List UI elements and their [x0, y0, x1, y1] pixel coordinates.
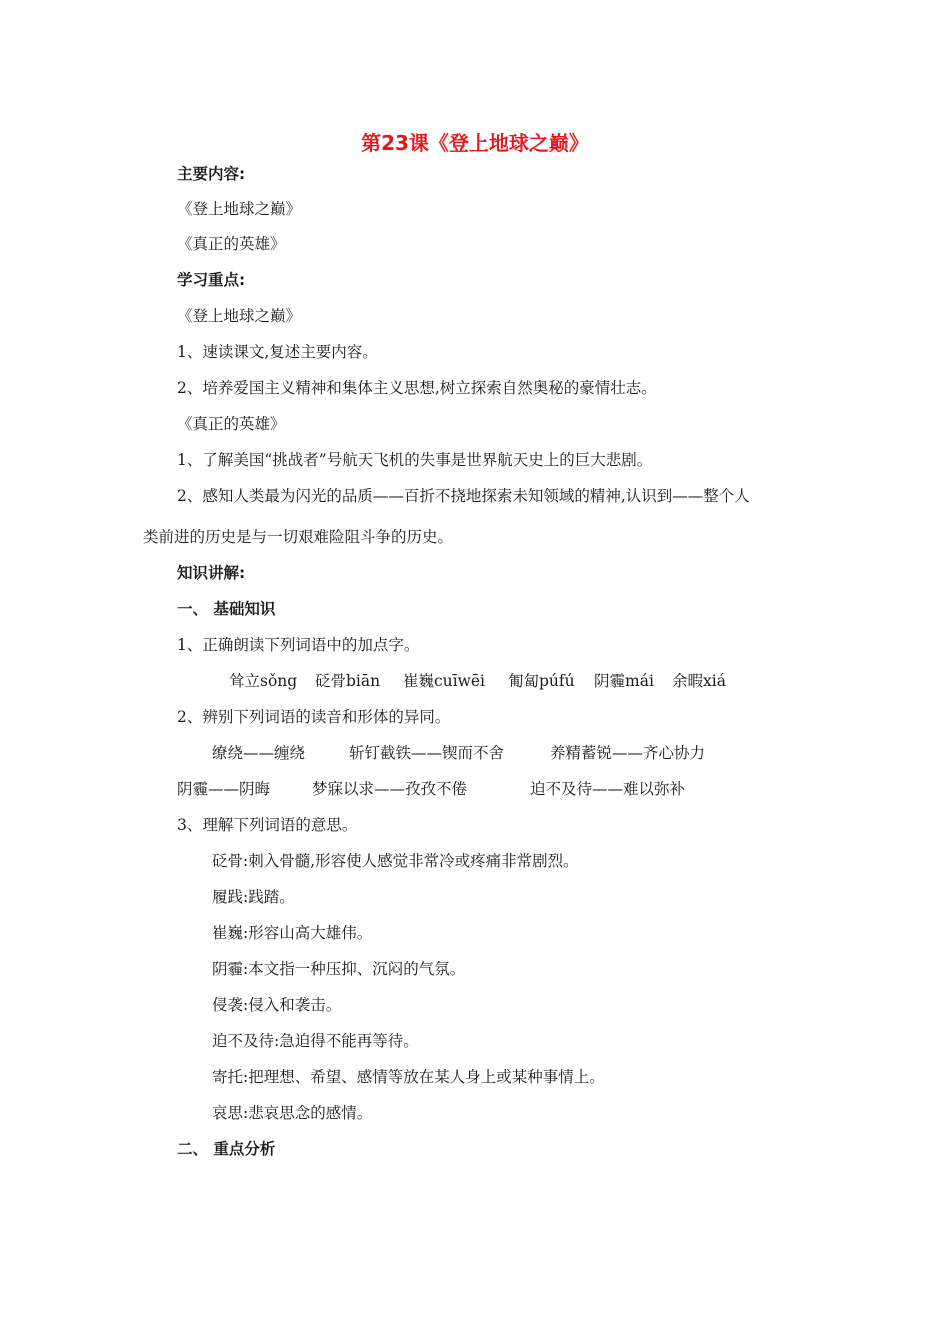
definition: 哀思:悲哀思念的感情。 [212, 1104, 373, 1122]
pinyin-word: 匍匐púfú [508, 672, 575, 690]
main-content-label: 主要内容: [177, 165, 246, 183]
part2-heading: 二、 重点分析 [177, 1140, 276, 1158]
word-pair: 梦寐以求——孜孜不倦 [312, 780, 468, 798]
word-pair: 迫不及待——难以弥补 [530, 780, 686, 798]
pinyin-word: 崔巍cuīwēi [403, 672, 486, 690]
word-pair: 缭绕——缠绕 [212, 744, 306, 762]
definition: 侵袭:侵入和袭击。 [212, 996, 342, 1014]
focus-subtitle-2: 《真正的英雄》 [177, 415, 286, 433]
pinyin-word: 耸立sǒng [229, 672, 298, 690]
focus-subtitle-1: 《登上地球之巅》 [177, 307, 302, 325]
word-pair: 养精蓄锐——齐心协力 [550, 744, 706, 762]
focus-item: 2、感知人类最为闪光的品质——百折不挠地探索未知领域的精神,认识到——整个人 [177, 487, 750, 505]
part1-heading: 一、 基础知识 [177, 600, 276, 618]
focus-label: 学习重点: [177, 271, 246, 289]
focus-item: 1、了解美国“挑战者”号航天飞机的失事是世界航天史上的巨大悲剧。 [177, 451, 653, 469]
word-pair: 阴霾——阴晦 [177, 780, 271, 798]
question-2: 2、辨别下列词语的读音和形体的异同。 [177, 708, 451, 726]
question-1: 1、正确朗读下列词语中的加点字。 [177, 636, 420, 654]
main-item-2: 《真正的英雄》 [177, 235, 286, 253]
knowledge-label: 知识讲解: [177, 564, 246, 582]
pinyin-word: 余暇xiá [672, 672, 726, 690]
definition: 寄托:把理想、希望、感情等放在某人身上或某种事情上。 [212, 1068, 605, 1086]
focus-item: 2、培养爱国主义精神和集体主义思想,树立探索自然奥秘的豪情壮志。 [177, 379, 657, 397]
main-item-1: 《登上地球之巅》 [177, 200, 302, 218]
definition: 迫不及待:急迫得不能再等待。 [212, 1032, 419, 1050]
definition: 阴霾:本文指一种压抑、沉闷的气氛。 [212, 960, 466, 978]
question-3: 3、理解下列词语的意思。 [177, 816, 358, 834]
word-pair: 斩钉截铁——锲而不舍 [349, 744, 505, 762]
page-title: 第23课《登上地球之巅》 [361, 131, 589, 155]
definition: 砭骨:刺入骨髓,形容使人感觉非常冷或疼痛非常剧烈。 [212, 852, 579, 870]
definition: 履践:践踏。 [212, 888, 295, 906]
definition: 崔巍:形容山高大雄伟。 [212, 924, 373, 942]
pinyin-word: 阴霾mái [594, 672, 654, 690]
focus-item: 1、速读课文,复述主要内容。 [177, 343, 378, 361]
pinyin-word: 砭骨biān [315, 672, 381, 690]
focus-item-continuation: 类前进的历史是与一切艰难险阻斗争的历史。 [143, 528, 454, 546]
